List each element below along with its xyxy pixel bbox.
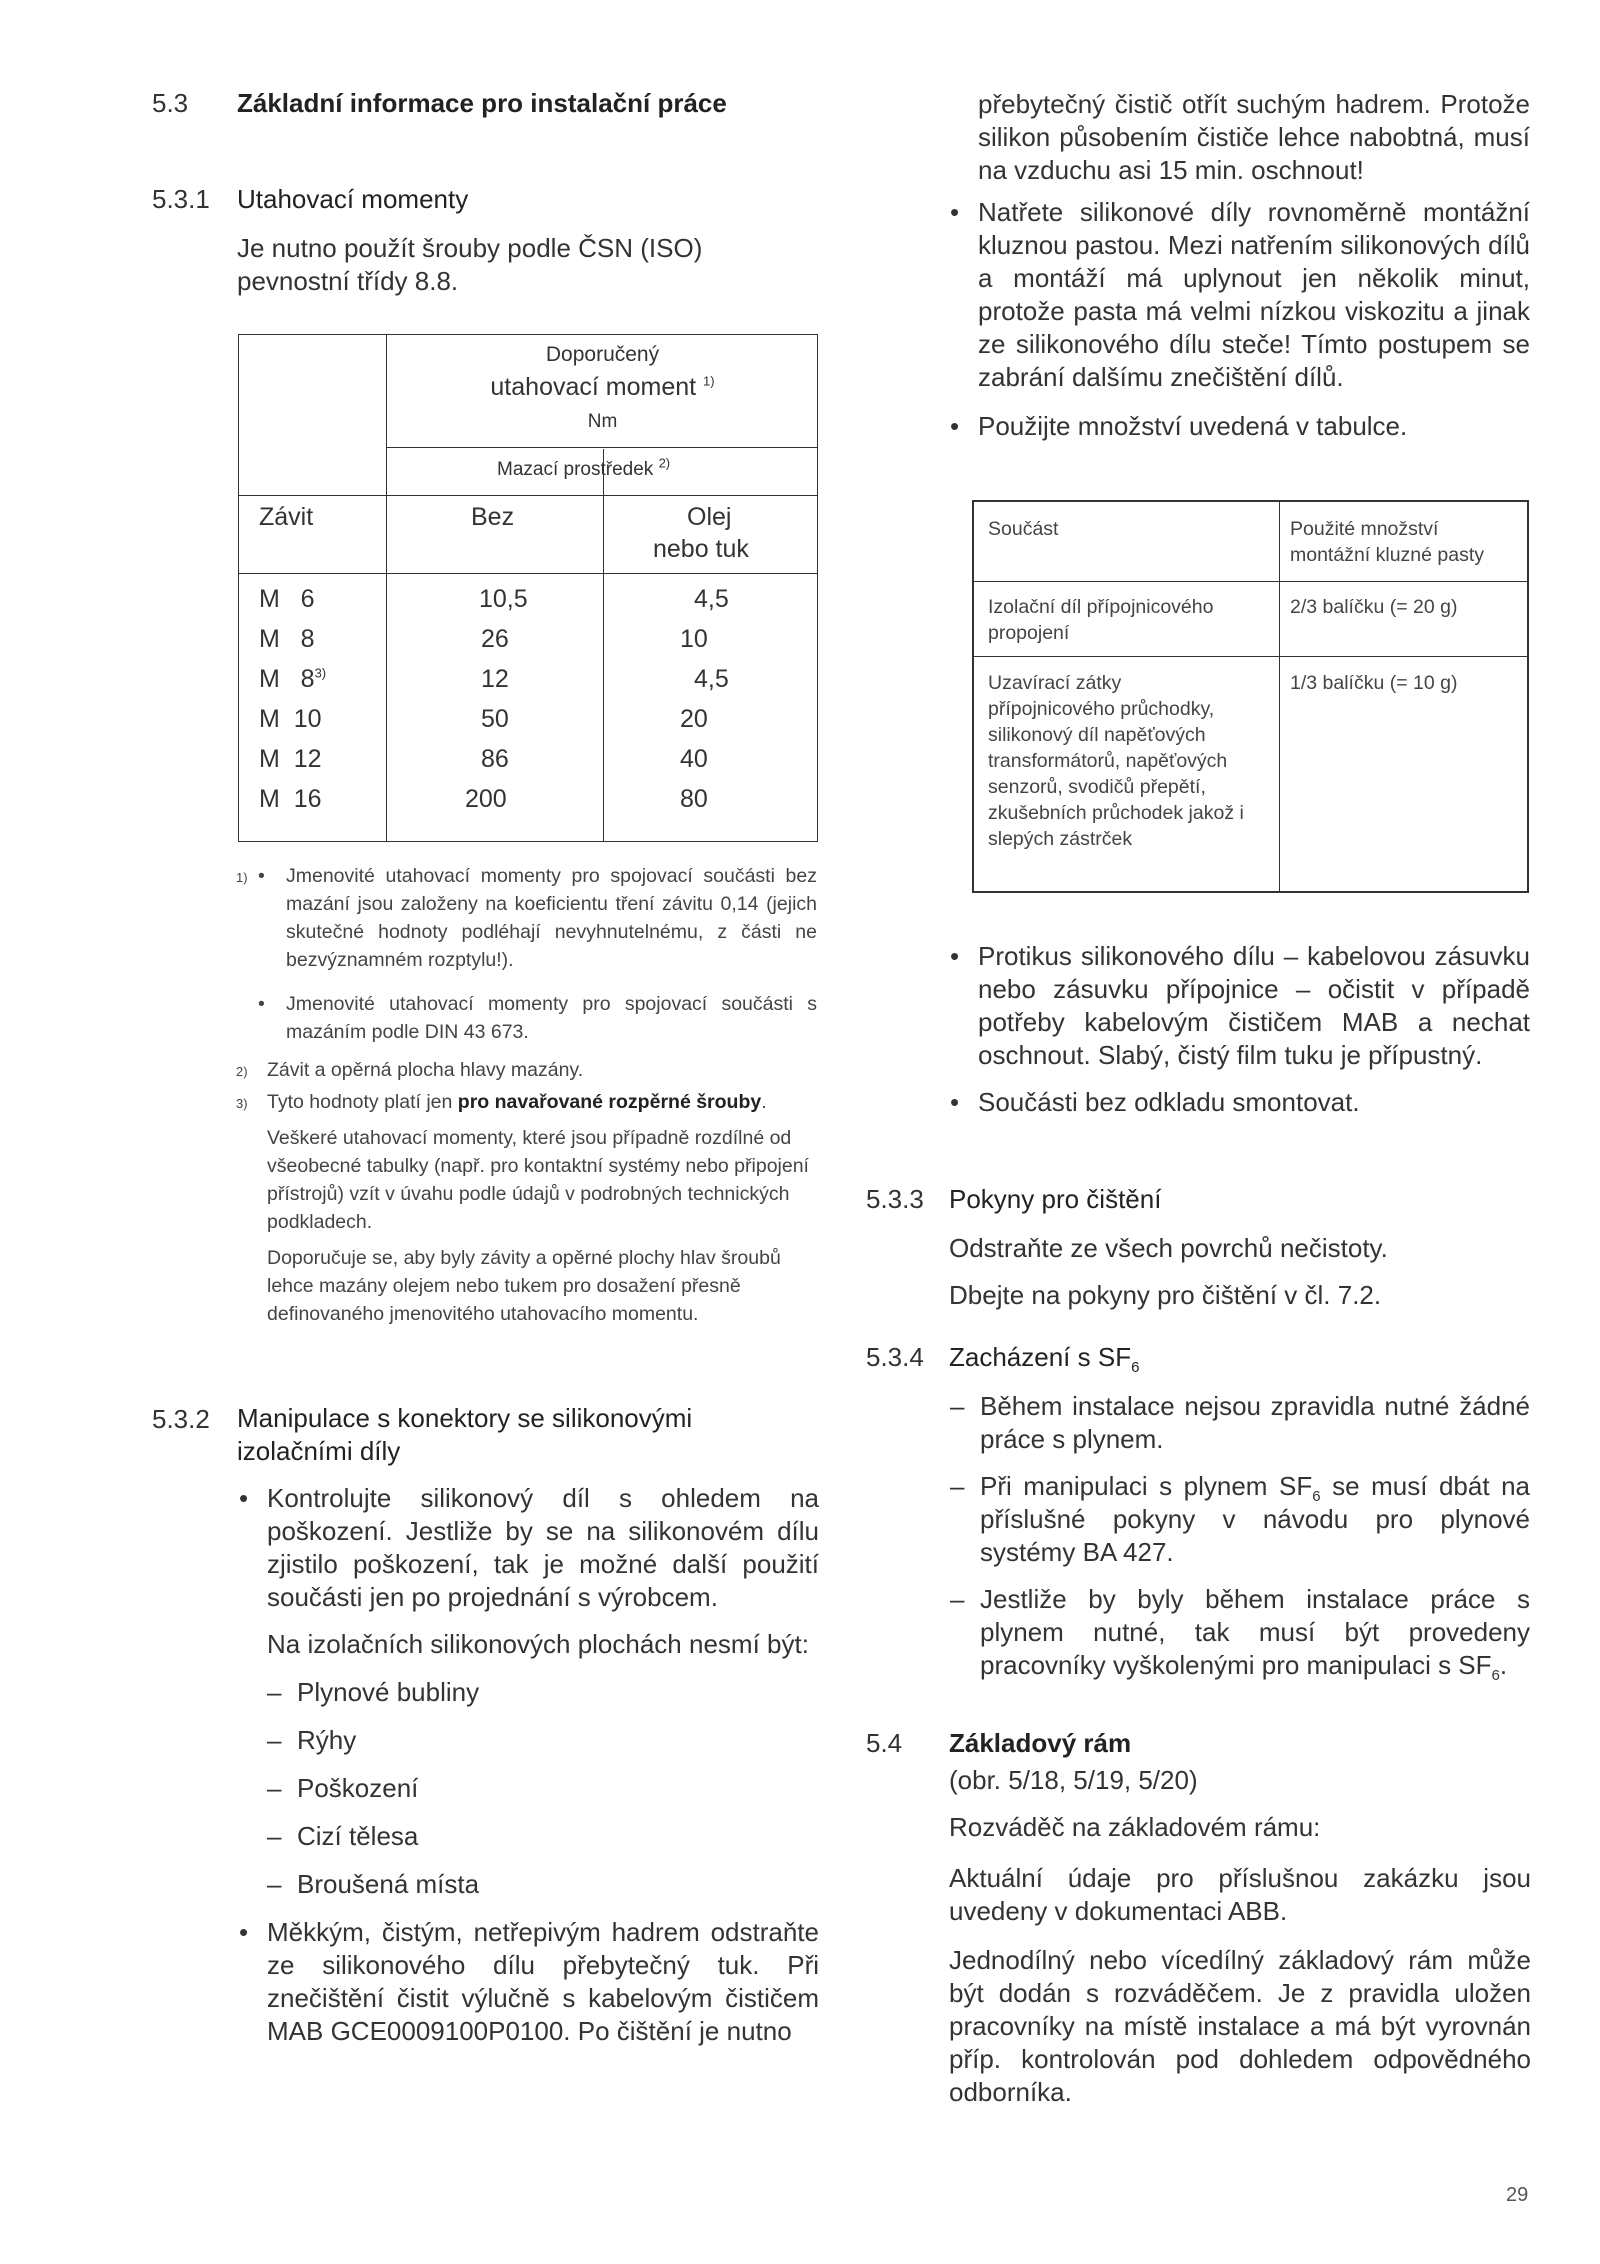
sf6-dash-3-post: . bbox=[1499, 1650, 1508, 1680]
section-5-3-3-title: Pokyny pro čištění bbox=[949, 1184, 1162, 1214]
torque-row-thread-text: M 16 bbox=[259, 785, 322, 813]
torque-row-dry: 86 bbox=[481, 745, 509, 773]
torque-header-lubricant-text: Mazací prostředek bbox=[497, 459, 654, 480]
paste-bullet: • Natřete silikonové díly rovnoměrně montážní kluznou pastou. Mezi natřením silikonových dílů a montáží má uplynout jen několik minut, protože pasta má velmi nízkou viskozitu a jinak ze silikonového dílu steče! Tímto postupem se zabrání dalšímu znečištění dílů. bbox=[978, 196, 1530, 394]
defect-list-item-text: Rýhy bbox=[297, 1725, 357, 1755]
sf6-dash-2-post: se musí dbát na příslušné pokyny v návodu pro plynové systémy BA 427. bbox=[980, 1471, 1530, 1567]
torque-row-thread bbox=[259, 665, 326, 694]
paste-table-row-2-part: Uzavírací zátky přípojnicového průchodky, silikonový díl napěťových transformátorů, napěťových senzorů, svodičů přepětí, zkušebních průchodek jakož i slepých zástrček bbox=[988, 672, 1244, 850]
torque-row-oil: 4,5 bbox=[694, 585, 729, 613]
section-5-3-3-number: 5.3.3 bbox=[866, 1184, 924, 1214]
torque-header-oil-2: nebo tuk bbox=[653, 535, 749, 563]
torque-header-recommended: Doporučený bbox=[545, 343, 660, 366]
section-5-3-4-number: 5.3.4 bbox=[866, 1342, 924, 1372]
torque-row-thread-sup: 3) bbox=[314, 665, 327, 681]
section-5-3-2-bullet-2: • Měkkým, čistým, netřepivým hadrem odstraňte ze silikonového dílu přebytečný tuk. Při znečištění čistit výlučně s kabelovým čističem MAB GCE0009100P0100. Po čištění je nutno bbox=[267, 1916, 819, 2048]
footnote-2-mark: 2) bbox=[236, 1064, 248, 1079]
defect-list-item: – Broušená místa bbox=[267, 1869, 480, 1899]
section-5-3-2-title: Manipulace s konektory se silikonovými izolačními díly bbox=[237, 1403, 693, 1466]
torque-row-thread-text: M 8 bbox=[259, 625, 315, 653]
sf6-dash-3-sub: 6 bbox=[1491, 1667, 1500, 1685]
section-5-3-1-title: Utahovací momenty bbox=[237, 184, 469, 214]
torque-row-dry: 12 bbox=[481, 665, 509, 693]
footnote-3-paragraph-2: Veškeré utahovací momenty, které jsou případně rozdílné od všeobecné tabulky (např. pro kontaktní systémy nebo připojení přístrojů) vzít v úvahu podle údajů v podrobných technických podkladech. bbox=[267, 1127, 809, 1233]
footnote-1-mark: 1) bbox=[236, 870, 248, 885]
torque-header-lubricant bbox=[497, 455, 671, 481]
torque-header-thread: Závit bbox=[259, 503, 314, 531]
sf6-dash-2-pre: Při manipulaci s plynem SF bbox=[980, 1471, 1313, 1501]
torque-row-thread bbox=[259, 745, 322, 774]
footnote-3-paragraph-3: Doporučuje se, aby byly závity a opěrné plochy hlav šroubů lehce mazány olejem nebo tukem pro dosažení přesně definovaného jmenovitého utahovacího momentu. bbox=[267, 1247, 781, 1325]
torque-row-thread-text: M 12 bbox=[259, 745, 322, 773]
torque-row-dry: 10,5 bbox=[479, 585, 528, 613]
torque-row-thread-text: M 10 bbox=[259, 705, 322, 733]
torque-header-oil: Olej bbox=[687, 503, 732, 531]
paste-table-row-1-part: Izolační díl přípojnicového propojení bbox=[988, 596, 1214, 644]
section-5-3-3-para-2: Dbejte na pokyny pro čištění v čl. 7.2. bbox=[949, 1280, 1382, 1310]
footnote-2-text: Závit a opěrná plocha hlavy mazány. bbox=[267, 1059, 584, 1081]
defect-list-item-text: Cizí tělesa bbox=[297, 1821, 419, 1851]
torque-row-oil: 80 bbox=[680, 785, 708, 813]
paste-table bbox=[972, 500, 1529, 893]
section-5-4-para-3: Aktuální údaje pro příslušnou zakázku jsou uvedeny v dokumentaci ABB. bbox=[949, 1863, 1531, 1926]
defect-list-item: – Cizí tělesa bbox=[267, 1821, 419, 1851]
footnote-3-mark: 3) bbox=[236, 1096, 248, 1111]
footnote-3-post: . bbox=[761, 1091, 767, 1113]
sf6-dash-2: – Při manipulaci s plynem $SF_6$ se musí dbát na příslušné pokyny v návodu pro plynové systémy BA 427. bbox=[950, 1471, 1530, 1567]
section-5-4-para-2: Rozváděč na základovém rámu: bbox=[949, 1812, 1321, 1842]
section-5-4-number: 5.4 bbox=[866, 1728, 903, 1758]
section-5-3-4-title-text: Zacházení s SF bbox=[949, 1342, 1132, 1372]
cleaning-continuation: přebytečný čistič otřít suchým hadrem. Protože silikon působením čističe lehce nabobtná, musí na vzduchu asi 15 min. oschnout! bbox=[978, 89, 1530, 185]
torque-row-thread bbox=[259, 705, 322, 734]
torque-header-unit: Nm bbox=[587, 411, 618, 432]
torque-row-thread bbox=[259, 625, 315, 654]
footnote-1-bullet-2: • Jmenovité utahovací momenty pro spojovací součásti s mazáním podle DIN 43 673. bbox=[286, 990, 817, 1046]
footnote-3-text bbox=[267, 1088, 817, 1116]
torque-row-dry: 50 bbox=[481, 705, 509, 733]
torque-table bbox=[238, 334, 818, 842]
defect-list-item: – Rýhy bbox=[267, 1725, 357, 1755]
defect-list-item: – Plynové bubliny bbox=[267, 1677, 480, 1707]
torque-row-oil: 10 bbox=[680, 625, 708, 653]
torque-row-thread-text: M 6 bbox=[259, 585, 315, 613]
defect-list-item: – Poškození bbox=[267, 1773, 419, 1803]
assemble-bullet: • Součásti bez odkladu smontovat. bbox=[978, 1086, 1530, 1119]
paste-table-header-qty: Použité množství montážní kluzné pasty bbox=[1290, 518, 1485, 566]
torque-row-oil: 40 bbox=[680, 745, 708, 773]
paste-table-row-2-qty: 1/3 balíčku (= 10 g) bbox=[1290, 672, 1458, 694]
section-5-3-2-number: 5.3.2 bbox=[152, 1404, 210, 1434]
sf6-dash-1: – Během instalace nejsou zpravidla nutné žádné práce s plynem. bbox=[950, 1391, 1530, 1454]
sf6-dash-2-sub: 6 bbox=[1312, 1488, 1321, 1506]
section-5-4-title: Základový rám bbox=[949, 1728, 1132, 1758]
torque-row-oil: 20 bbox=[680, 705, 708, 733]
section-5-3-2-bullet-1: • Kontrolujte silikonový díl s ohledem na poškození. Jestliže by se na silikonovém dílu zjistilo poškození, tak je možné další použití součásti jen po projednání s výrobcem. bbox=[267, 1482, 819, 1614]
sf6-dash-1-text: Během instalace nejsou zpravidla nutné žádné práce s plynem. bbox=[980, 1391, 1530, 1454]
section-5-3-4-title bbox=[949, 1342, 1140, 1377]
torque-header-moment-text: utahovací moment bbox=[490, 373, 697, 401]
torque-row-thread bbox=[259, 585, 315, 614]
page-number: 29 bbox=[1506, 2184, 1529, 2206]
torque-header-moment bbox=[386, 373, 819, 402]
section-5-3-3-para-1: Odstraňte ze všech povrchů nečistoty. bbox=[949, 1233, 1388, 1263]
defect-list-item-text: Broušená místa bbox=[297, 1869, 480, 1899]
defect-list-item-text: Poškození bbox=[297, 1773, 419, 1803]
torque-row-dry: 26 bbox=[481, 625, 509, 653]
sf6-dash-3: – Jestliže by byly během instalace práce s plynem nutné, tak musí být provedeny pracovníky vyškolenými pro manipulaci s $SF_6$. bbox=[950, 1584, 1530, 1685]
sf6-dash-3-pre: Jestliže by byly během instalace práce s plynem nutné, tak musí být provedeny pracovníky vyškolenými pro manipulaci s SF bbox=[980, 1584, 1530, 1680]
defect-list-item-text: Plynové bubliny bbox=[297, 1677, 480, 1707]
section-5-3-number: 5.3 bbox=[152, 88, 189, 118]
paste-table-header-part: Součást bbox=[988, 518, 1059, 540]
torque-header-lubricant-sup: 2) bbox=[658, 455, 671, 471]
section-5-3-1-number: 5.3.1 bbox=[152, 184, 210, 214]
footnote-3-pre: Tyto hodnoty platí jen bbox=[267, 1091, 458, 1113]
footnote-1-bullet-1: • Jmenovité utahovací momenty pro spojovací součásti bez mazání jsou založeny na koeficientu tření závitu 0,14 (jejich skutečné hodnoty podléhají nevyhnutelnému, z části ne bezvýznamném rozptylu!). bbox=[286, 862, 817, 974]
torque-row-oil: 4,5 bbox=[694, 665, 729, 693]
section-5-4-para-1: (obr. 5/18, 5/19, 5/20) bbox=[949, 1765, 1198, 1795]
section-5-3-2-bullet-1-para-2: Na izolačních silikonových plochách nesmí být: bbox=[267, 1629, 809, 1659]
paste-table-row-1-qty: 2/3 balíčku (= 20 g) bbox=[1290, 596, 1458, 618]
quantity-bullet: • Použijte množství uvedená v tabulce. bbox=[978, 410, 1530, 443]
section-5-4-para-4: Jednodílný nebo vícedílný základový rám může být dodán s rozváděčem. Je z pravidla uložen pracovníky na místě instalace a má být vyrovnán příp. kontrolován pod dohledem odpovědného odborníka. bbox=[949, 1945, 1531, 2107]
footnote-3-bold: pro navařované rozpěrné šrouby bbox=[457, 1091, 762, 1113]
section-5-3-title: Základní informace pro instalační práce bbox=[237, 88, 727, 118]
torque-row-thread bbox=[259, 785, 322, 814]
torque-row-thread-text: M 8 bbox=[259, 665, 315, 693]
torque-header-dry: Bez bbox=[471, 503, 515, 531]
counterpart-bullet: • Protikus silikonového dílu – kabelovou zásuvku nebo zásuvku přípojnice – očistit v případě potřeby kabelovým čističem MAB a nechat oschnout. Slabý, čistý film tuku je přípustný. bbox=[978, 940, 1530, 1072]
torque-header-moment-sup: 1) bbox=[703, 373, 715, 389]
torque-row-dry: 200 bbox=[465, 785, 507, 813]
section-5-3-1-intro: Je nutno použít šrouby podle ČSN (ISO) pevnostní třídy 8.8. bbox=[237, 233, 703, 296]
section-5-3-4-title-sub: 6 bbox=[1131, 1359, 1140, 1377]
